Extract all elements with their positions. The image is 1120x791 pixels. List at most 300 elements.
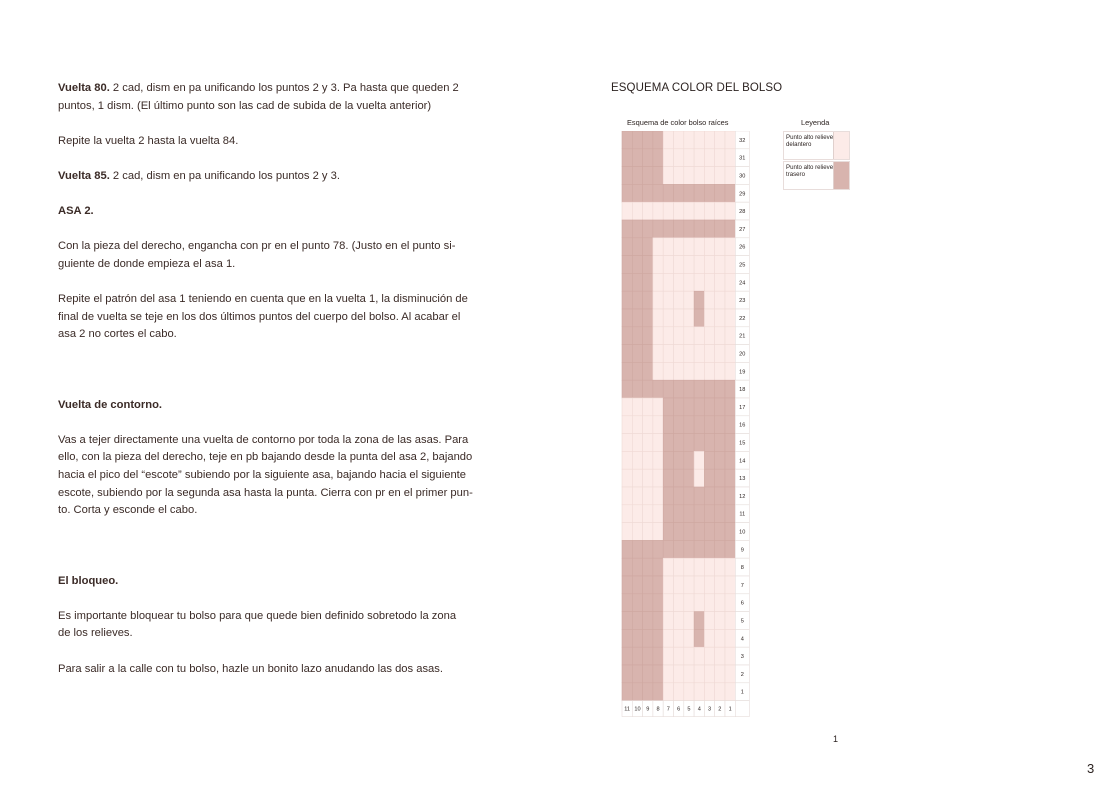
stitch-cell — [725, 362, 735, 380]
stitch-cell — [684, 416, 694, 434]
stitch-cell — [632, 540, 642, 558]
stitch-cell — [622, 327, 632, 345]
stitch-cell — [704, 380, 714, 398]
stitch-cell — [725, 523, 735, 541]
stitch-cell — [622, 647, 632, 665]
stitch-cell — [725, 256, 735, 274]
stitch-cell — [684, 184, 694, 202]
stitch-cell — [725, 612, 735, 630]
stitch-cell — [725, 558, 735, 576]
legend-label: Punto alto relieve delantero — [786, 134, 834, 149]
stitch-cell — [653, 345, 663, 363]
stitch-cell — [715, 398, 725, 416]
stitch-cell — [694, 184, 704, 202]
row-label: 1 — [740, 689, 744, 696]
stitch-cell — [715, 184, 725, 202]
stitch-cell — [663, 594, 673, 612]
stitch-cell — [622, 469, 632, 487]
stitch-cell — [694, 505, 704, 523]
row-label: 10 — [739, 529, 746, 536]
stitch-cell — [674, 576, 684, 594]
row-label: 26 — [739, 244, 746, 251]
stitch-cell — [643, 576, 653, 594]
stitch-cell — [715, 309, 725, 327]
stitch-cell — [684, 362, 694, 380]
stitch-cell — [653, 202, 663, 220]
row-label: 14 — [739, 458, 746, 465]
paragraph-repeat: Repite la vuelta 2 hasta la vuelta 84. — [58, 134, 239, 147]
stitch-cell — [684, 327, 694, 345]
stitch-cell — [632, 131, 642, 149]
stitch-cell — [725, 487, 735, 505]
stitch-cell — [632, 416, 642, 434]
stitch-cell — [643, 558, 653, 576]
column-label: 2 — [718, 706, 722, 713]
stitch-cell — [715, 149, 725, 167]
stitch-cell — [674, 665, 684, 683]
stitch-cell — [653, 327, 663, 345]
stitch-cell — [684, 309, 694, 327]
stitch-cell — [725, 683, 735, 701]
stitch-cell — [674, 629, 684, 647]
stitch-cell — [694, 273, 704, 291]
stitch-cell — [694, 327, 704, 345]
stitch-cell — [622, 451, 632, 469]
stitch-cell — [684, 202, 694, 220]
stitch-cell — [674, 309, 684, 327]
stitch-cell — [643, 434, 653, 452]
stitch-cell — [684, 256, 694, 274]
row-label: 6 — [740, 600, 744, 607]
stitch-cell — [622, 665, 632, 683]
stitch-cell — [632, 273, 642, 291]
stitch-cell — [663, 149, 673, 167]
stitch-cell — [643, 469, 653, 487]
text-line: escote, subiendo por la segunda asa hasta la punta. Cierra con pr en el primer pun- — [58, 486, 473, 499]
stitch-cell — [674, 220, 684, 238]
stitch-cell — [694, 220, 704, 238]
row-label: 17 — [739, 404, 746, 411]
stitch-cell — [622, 256, 632, 274]
row-label: 12 — [739, 493, 746, 500]
stitch-cell — [663, 540, 673, 558]
stitch-cell — [643, 167, 653, 185]
stitch-cell — [663, 202, 673, 220]
stitch-cell — [622, 220, 632, 238]
stitch-cell — [663, 434, 673, 452]
stitch-cell — [653, 256, 663, 274]
stitch-cell — [643, 594, 653, 612]
stitch-cell — [694, 451, 704, 469]
stitch-cell — [643, 523, 653, 541]
text-line: 2 cad, dism en pa unificando los puntos 2 y 3. — [109, 169, 340, 182]
column-label: 9 — [646, 706, 650, 713]
stitch-cell — [632, 558, 642, 576]
stitch-cell — [653, 416, 663, 434]
stitch-cell — [725, 131, 735, 149]
stitch-cell — [663, 273, 673, 291]
stitch-cell — [663, 256, 673, 274]
stitch-cell — [653, 540, 663, 558]
stitch-cell — [684, 523, 694, 541]
stitch-cell — [684, 647, 694, 665]
stitch-cell — [715, 665, 725, 683]
stitch-cell — [622, 309, 632, 327]
stitch-cell — [643, 309, 653, 327]
stitch-cell — [704, 220, 714, 238]
stitch-cell — [622, 184, 632, 202]
stitch-cell — [725, 149, 735, 167]
stitch-cell — [715, 594, 725, 612]
row-label: 20 — [739, 351, 746, 358]
instructions-column — [58, 80, 508, 678]
stitch-cell — [694, 434, 704, 452]
stitch-cell — [643, 665, 653, 683]
stitch-cell — [663, 523, 673, 541]
stitch-cell — [684, 380, 694, 398]
column-label: 3 — [707, 706, 712, 713]
row-label: 30 — [739, 173, 746, 180]
stitch-cell — [694, 576, 704, 594]
stitch-cell — [704, 451, 714, 469]
stitch-cell — [725, 576, 735, 594]
stitch-cell — [632, 665, 642, 683]
stitch-cell — [632, 184, 642, 202]
row-label: 2 — [740, 671, 744, 678]
stitch-cell — [704, 238, 714, 256]
stitch-cell — [725, 345, 735, 363]
column-label: 1 — [728, 706, 732, 713]
stitch-cell — [653, 380, 663, 398]
stitch-cell — [632, 434, 642, 452]
stitch-cell — [622, 362, 632, 380]
text-line: de los relieves. — [58, 627, 133, 640]
stitch-cell — [674, 202, 684, 220]
stitch-cell — [694, 612, 704, 630]
stitch-cell — [643, 416, 653, 434]
stitch-cell — [653, 594, 663, 612]
stitch-cell — [663, 612, 673, 630]
stitch-cell — [632, 362, 642, 380]
stitch-cell — [715, 327, 725, 345]
stitch-cell — [643, 345, 653, 363]
stitch-cell — [715, 540, 725, 558]
stitch-cell — [632, 327, 642, 345]
stitch-cell — [663, 398, 673, 416]
row-label: 15 — [739, 440, 746, 447]
row-label: 21 — [739, 333, 746, 340]
chart-page-number: 1 — [833, 734, 839, 744]
stitch-cell — [674, 558, 684, 576]
stitch-cell — [653, 220, 663, 238]
stitch-cell — [725, 469, 735, 487]
stitch-cell — [694, 345, 704, 363]
row-label: 19 — [739, 369, 746, 376]
stitch-cell — [704, 416, 714, 434]
stitch-cell — [704, 362, 714, 380]
stitch-cell — [674, 647, 684, 665]
stitch-cell — [725, 647, 735, 665]
stitch-cell — [622, 273, 632, 291]
stitch-cell — [643, 131, 653, 149]
row-label: 18 — [739, 387, 746, 394]
legend-label: Punto alto relieve trasero — [786, 164, 834, 179]
stitch-cell — [663, 362, 673, 380]
stitch-cell — [725, 202, 735, 220]
stitch-cell — [632, 238, 642, 256]
stitch-cell — [632, 291, 642, 309]
stitch-cell — [704, 629, 714, 647]
stitch-cell — [653, 612, 663, 630]
stitch-cell — [704, 576, 714, 594]
text-line: Repite el patrón del asa 1 teniendo en cuenta que en la vuelta 1, la disminución de — [58, 293, 468, 306]
stitch-cell — [663, 416, 673, 434]
stitch-cell — [704, 505, 714, 523]
stitch-cell — [643, 184, 653, 202]
stitch-cell — [694, 594, 704, 612]
stitch-cell — [663, 184, 673, 202]
stitch-cell — [704, 167, 714, 185]
stitch-cell — [704, 327, 714, 345]
stitch-cell — [725, 273, 735, 291]
stitch-cell — [725, 416, 735, 434]
stitch-cell — [653, 665, 663, 683]
stitch-cell — [663, 451, 673, 469]
stitch-cell — [694, 238, 704, 256]
stitch-cell — [622, 345, 632, 363]
stitch-cell — [663, 309, 673, 327]
stitch-cell — [704, 256, 714, 274]
row-label: 11 — [739, 511, 746, 518]
stitch-cell — [653, 309, 663, 327]
stitch-cell — [653, 238, 663, 256]
stitch-cell — [674, 469, 684, 487]
row-label: 5 — [740, 618, 744, 625]
stitch-cell — [653, 451, 663, 469]
text-line: hacia el pico del “escote” subiendo por la siguiente asa, bajando hacia el siguiente — [58, 469, 466, 482]
stitch-cell — [632, 398, 642, 416]
stitch-cell — [643, 220, 653, 238]
stitch-cell — [663, 505, 673, 523]
stitch-cell — [622, 149, 632, 167]
stitch-cell — [684, 398, 694, 416]
stitch-cell — [694, 487, 704, 505]
stitch-cell — [622, 612, 632, 630]
heading-bloqueo — [58, 573, 508, 591]
stitch-cell — [674, 149, 684, 167]
stitch-cell — [622, 202, 632, 220]
stitch-cell — [632, 256, 642, 274]
stitch-cell — [632, 505, 642, 523]
stitch-cell — [663, 576, 673, 594]
stitch-cell — [704, 469, 714, 487]
stitch-cell — [653, 558, 663, 576]
stitch-cell — [622, 629, 632, 647]
stitch-cell — [694, 309, 704, 327]
stitch-cell — [704, 434, 714, 452]
stitch-cell — [622, 416, 632, 434]
stitch-cell — [694, 380, 704, 398]
stitch-cell — [622, 683, 632, 701]
stitch-cell — [684, 558, 694, 576]
stitch-cell — [643, 505, 653, 523]
stitch-cell — [694, 362, 704, 380]
stitch-cell — [684, 665, 694, 683]
row-label: 27 — [739, 226, 746, 233]
stitch-cell — [622, 487, 632, 505]
row-label: 28 — [739, 209, 746, 216]
stitch-cell — [715, 612, 725, 630]
text-line: asa 2 no cortes el cabo. — [58, 328, 177, 341]
stitch-cell — [694, 416, 704, 434]
corner-cell — [735, 701, 749, 717]
stitch-cell — [684, 576, 694, 594]
heading-contorno — [58, 397, 508, 415]
stitch-cell — [674, 416, 684, 434]
stitch-cell — [715, 380, 725, 398]
stitch-cell — [622, 398, 632, 416]
row-label: 29 — [739, 191, 746, 198]
stitch-cell — [704, 594, 714, 612]
stitch-cell — [674, 398, 684, 416]
column-label: 6 — [677, 706, 681, 713]
stitch-cell — [632, 309, 642, 327]
row-label: 25 — [739, 262, 746, 269]
stitch-cell — [643, 540, 653, 558]
stitch-cell — [684, 291, 694, 309]
stitch-cell — [715, 451, 725, 469]
stitch-cell — [643, 327, 653, 345]
stitch-cell — [704, 487, 714, 505]
stitch-cell — [674, 362, 684, 380]
stitch-cell — [704, 558, 714, 576]
stitch-cell — [674, 167, 684, 185]
stitch-cell — [694, 523, 704, 541]
stitch-cell — [704, 291, 714, 309]
stitch-cell — [694, 131, 704, 149]
stitch-cell — [674, 505, 684, 523]
heading-text: ASA 2. — [58, 205, 94, 218]
text-line: to. Corta y esconde el cabo. — [58, 504, 198, 517]
stitch-cell — [674, 273, 684, 291]
stitch-cell — [704, 131, 714, 149]
stitch-cell — [715, 576, 725, 594]
stitch-cell — [632, 594, 642, 612]
stitch-cell — [715, 345, 725, 363]
stitch-cell — [663, 558, 673, 576]
column-label: 11 — [624, 706, 631, 713]
stitch-cell — [622, 434, 632, 452]
stitch-cell — [694, 256, 704, 274]
column-label: 7 — [666, 706, 670, 713]
stitch-cell — [674, 451, 684, 469]
stitch-cell — [632, 629, 642, 647]
stitch-cell — [725, 451, 735, 469]
stitch-cell — [663, 167, 673, 185]
page-number: 3 — [1087, 761, 1095, 776]
column-label: 4 — [697, 706, 701, 713]
row-label: 22 — [739, 315, 746, 322]
row-label: 16 — [739, 422, 746, 429]
stitch-cell — [704, 202, 714, 220]
stitch-cell — [632, 612, 642, 630]
stitch-cell — [663, 220, 673, 238]
stitch-cell — [684, 131, 694, 149]
stitch-cell — [663, 345, 673, 363]
label-vuelta-85: Vuelta 85. — [58, 169, 110, 182]
stitch-cell — [704, 273, 714, 291]
stitch-cell — [684, 505, 694, 523]
stitch-cell — [725, 327, 735, 345]
stitch-cell — [632, 149, 642, 167]
text-line: final de vuelta se teje en los dos últimos puntos del cuerpo del bolso. Al acabar el — [58, 310, 461, 323]
stitch-cell — [725, 434, 735, 452]
stitch-cell — [663, 469, 673, 487]
stitch-cell — [663, 487, 673, 505]
stitch-cell — [694, 398, 704, 416]
stitch-cell — [725, 238, 735, 256]
stitch-cell — [674, 683, 684, 701]
text-line: Con la pieza del derecho, engancha con pr en el punto 78. (Justo en el punto si- — [58, 240, 456, 253]
text-line: puntos, 1 dism. (El último punto son las cad de subida de la vuelta anterior) — [58, 99, 432, 112]
stitch-cell — [684, 612, 694, 630]
text-line: 2 cad, dism en pa unificando los puntos 2 y 3. Pa hasta que queden 2 — [109, 82, 459, 94]
stitch-cell — [653, 291, 663, 309]
text-line: Vas a tejer directamente una vuelta de contorno por toda la zona de las asas. Para — [58, 433, 469, 446]
stitch-cell — [663, 380, 673, 398]
stitch-cell — [684, 167, 694, 185]
stitch-cell — [643, 380, 653, 398]
stitch-cell — [725, 665, 735, 683]
stitch-cell — [704, 149, 714, 167]
stitch-cell — [684, 149, 694, 167]
stitch-cell — [653, 398, 663, 416]
column-label: 10 — [634, 706, 641, 713]
stitch-cell — [622, 291, 632, 309]
text-line: ello, con la pieza del derecho, teje en pb bajando desde la punta del asa 2, bajando — [58, 451, 473, 464]
legend-swatch-light — [833, 132, 849, 159]
stitch-cell — [725, 309, 735, 327]
stitch-cell — [663, 629, 673, 647]
stitch-cell — [643, 647, 653, 665]
stitch-cell — [643, 273, 653, 291]
stitch-cell — [653, 469, 663, 487]
row-label: 3 — [740, 654, 744, 661]
stitch-cell — [684, 345, 694, 363]
stitch-cell — [684, 540, 694, 558]
stitch-cell — [622, 238, 632, 256]
stitch-cell — [653, 273, 663, 291]
row-label: 32 — [739, 137, 746, 144]
stitch-cell — [663, 327, 673, 345]
stitch-cell — [643, 629, 653, 647]
row-label: 24 — [739, 280, 746, 287]
stitch-cell — [674, 291, 684, 309]
stitch-cell — [704, 612, 714, 630]
stitch-cell — [684, 238, 694, 256]
row-label: 8 — [740, 565, 744, 572]
stitch-cell — [715, 220, 725, 238]
stitch-cell — [632, 451, 642, 469]
heading-asa-2 — [58, 203, 508, 221]
stitch-cell — [715, 434, 725, 452]
stitch-cell — [715, 416, 725, 434]
heading-text: El bloqueo. — [58, 574, 119, 587]
legend-item-back — [783, 161, 850, 190]
stitch-cell — [653, 576, 663, 594]
stitch-cell — [725, 629, 735, 647]
stitch-cell — [715, 505, 725, 523]
